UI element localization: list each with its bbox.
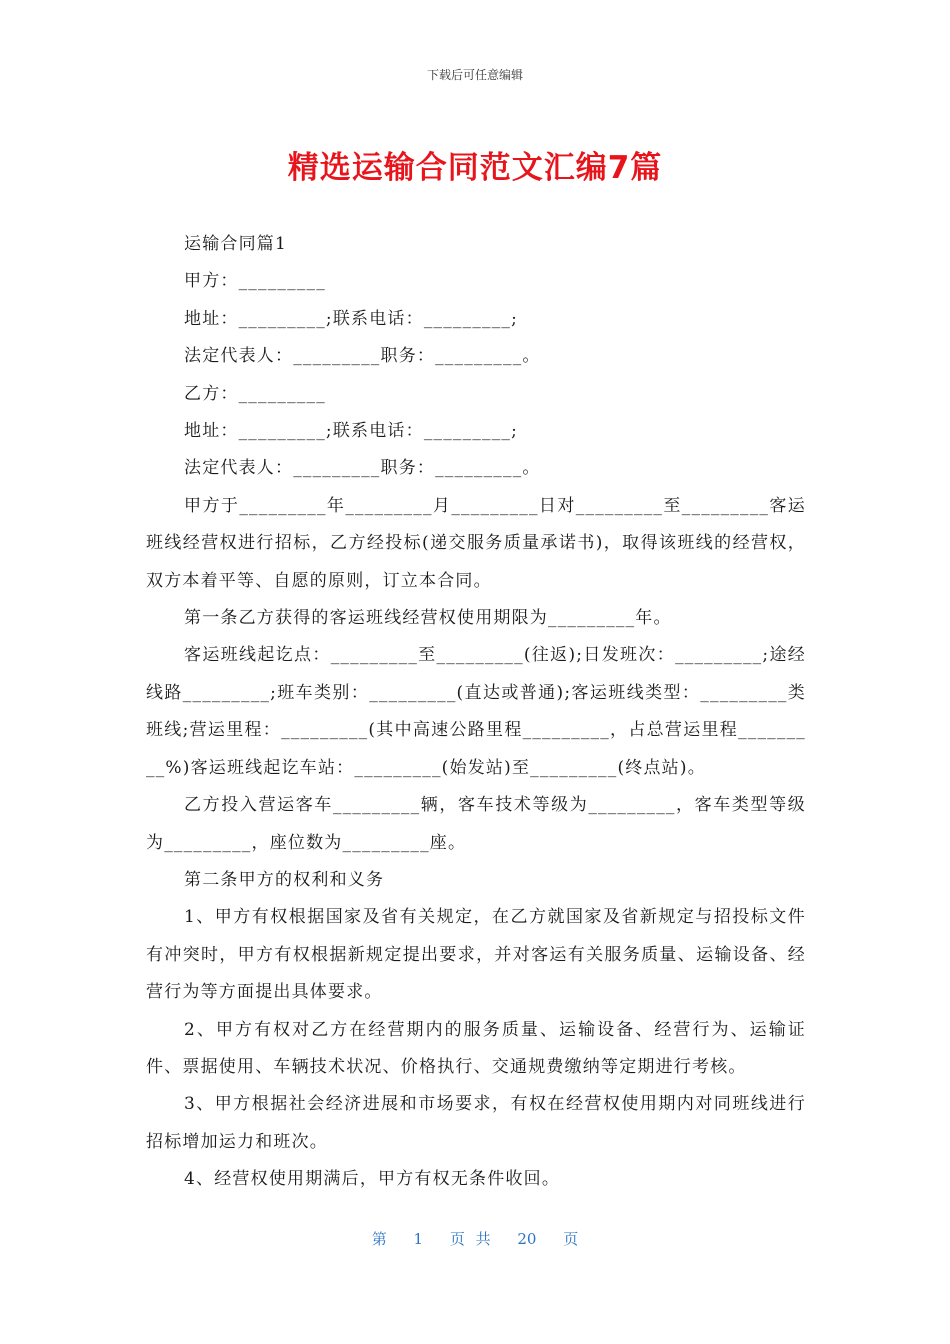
paragraph: 甲方：_________ — [184, 271, 326, 292]
paragraph: 甲方于_________年_________月_________日对_________至_________客运班线经营权进行招标，乙方经投标(递交服务质量承诺书)，取得该班线的经营权，双方本着平等、自愿的原则，订立本合同。 — [146, 495, 806, 591]
paragraph: 乙方：_________ — [184, 383, 326, 404]
page-middle: 页 共 — [449, 1230, 491, 1248]
paragraph: 客运班线起讫点：_________至_________(往返);日发班次：_________;途经线路_________;班车类别：_________(直达或普通);客运班线类型：_________类班线;营运里程：_________(其中高速公路里程_________，占总营运里程_________%)客运班线起讫车站：_________(始发站)至_________(终点站)。 — [146, 645, 806, 778]
paragraph: 法定代表人：_________职务：_________。 — [184, 346, 541, 367]
section-heading: 运输合同篇1 — [184, 234, 288, 254]
header-note: 下载后可任意编辑 — [426, 68, 523, 82]
paragraph: 3、甲方根据社会经济进展和市场要求，有权在经营权使用期内对同班线进行招标增加运力和班次。 — [146, 1094, 806, 1152]
page-prefix: 第 — [371, 1230, 387, 1248]
paragraph: 法定代表人：_________职务：_________。 — [184, 458, 541, 479]
page-total: 20 — [517, 1230, 537, 1248]
paragraph: 地址：_________;联系电话：_________; — [184, 421, 519, 442]
paragraph: 4、经营权使用期满后，甲方有权无条件收回。 — [184, 1169, 561, 1190]
document-title: 精选运输合同范文汇编7篇 — [287, 150, 663, 186]
page-footer — [0, 1228, 950, 1249]
document-body — [146, 226, 806, 1199]
paragraph: 地址：_________;联系电话：_________; — [184, 308, 519, 329]
article-heading: 第二条甲方的权利和义务 — [184, 869, 385, 890]
paragraph: 2、甲方有权对乙方在经营期内的服务质量、运输设备、经营行为、运输证件、票据使用、车辆技术状况、价格执行、交通规费缴纳等定期进行考核。 — [146, 1019, 806, 1077]
paragraph: 1、甲方有权根据国家及省有关规定，在乙方就国家及省新规定与招投标文件有冲突时，甲方有权根据新规定提出要求，并对客运有关服务质量、运输设备、经营行为等方面提出具体要求。 — [146, 907, 806, 1003]
paragraph: 乙方投入营运客车_________辆，客车技术等级为_________，客车类型等级为_________，座位数为_________座。 — [146, 795, 806, 853]
page-number: 1 — [413, 1230, 424, 1248]
page-suffix: 页 — [563, 1230, 579, 1248]
paragraph: 第一条乙方获得的客运班线经营权使用期限为_________年。 — [184, 608, 672, 629]
